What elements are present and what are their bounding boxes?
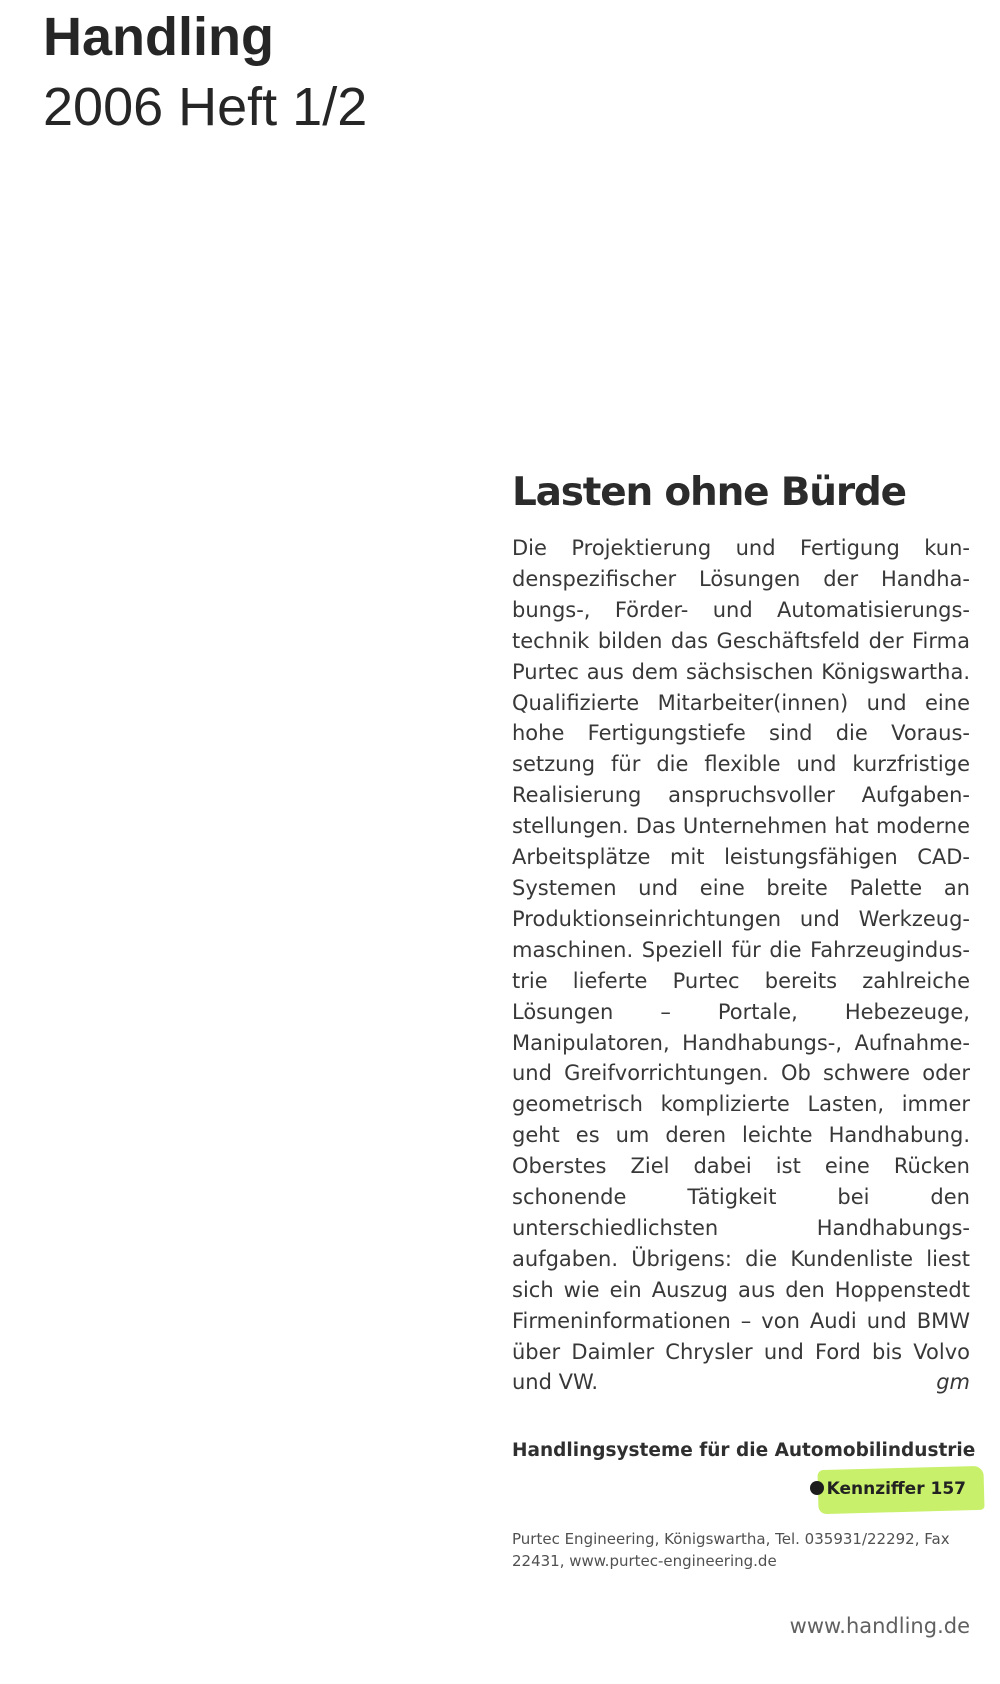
author-initials: gm	[936, 1370, 970, 1395]
article-body-text: Die Projektierung und Fertigung kundenspezifischer Lösungen der Handhabungs-, Förder- und Automatisierungstechnik bilden das Geschäftsfeld der Firma Purtec aus dem sächsischen Königswartha. Qualifizierte Mitarbeiter(innen) und eine hohe Fertigungstiefe sind die Voraussetzung für die flexible und kurzfristige Realisierung anspruchsvoller Aufgabenstellungen. Das Unternehmen hat moderne Arbeitsplätze mit leistungsfähigen CAD-Systemen und eine breite Palette an Produktionseinrichtungen und Werkzeugmaschinen. Speziell für die Fahrzeugindustrie lieferte Purtec bereits zahlreiche Lösungen – Portale, Hebezeuge, Manipulatoren, Handhabungs-, Aufnahme- und Greifvorrichtungen. Ob schwere oder geometrisch komplizierte Lasten, immer geht es um deren leichte Handhabung. Oberstes Ziel dabei ist eine Rücken schonende Tätigkeit bei den unterschiedlichsten Handhabungsaufgaben. Übrigens: die Kundenliste liest sich wie ein Auszug aus den Hoppenstedt Firmeninformationen – von Audi und BMW über Daimler Chrysler und Ford bis Volvo und VW.	[512, 536, 970, 1395]
article-subhead: Handlingsysteme für die Automobilindustrie	[512, 1440, 976, 1462]
issue-label: 2006 Heft 1/2	[43, 77, 368, 137]
publication-title: Handling	[43, 7, 274, 67]
kennziffer-label	[810, 1476, 966, 1502]
footer-url: www.handling.de	[789, 1614, 970, 1638]
kennziffer-row	[512, 1468, 970, 1512]
kennziffer-text: Kennziffer 157	[826, 1479, 966, 1500]
article-body	[512, 533, 970, 1398]
bullet-icon	[810, 1481, 824, 1495]
article-headline: Lasten ohne Bürde	[512, 470, 906, 515]
article	[512, 470, 976, 1572]
contact-info: Purtec Engineering, Königswartha, Tel. 035931/22292, Fax 22431, www.purtec-engineering.de	[512, 1530, 950, 1571]
